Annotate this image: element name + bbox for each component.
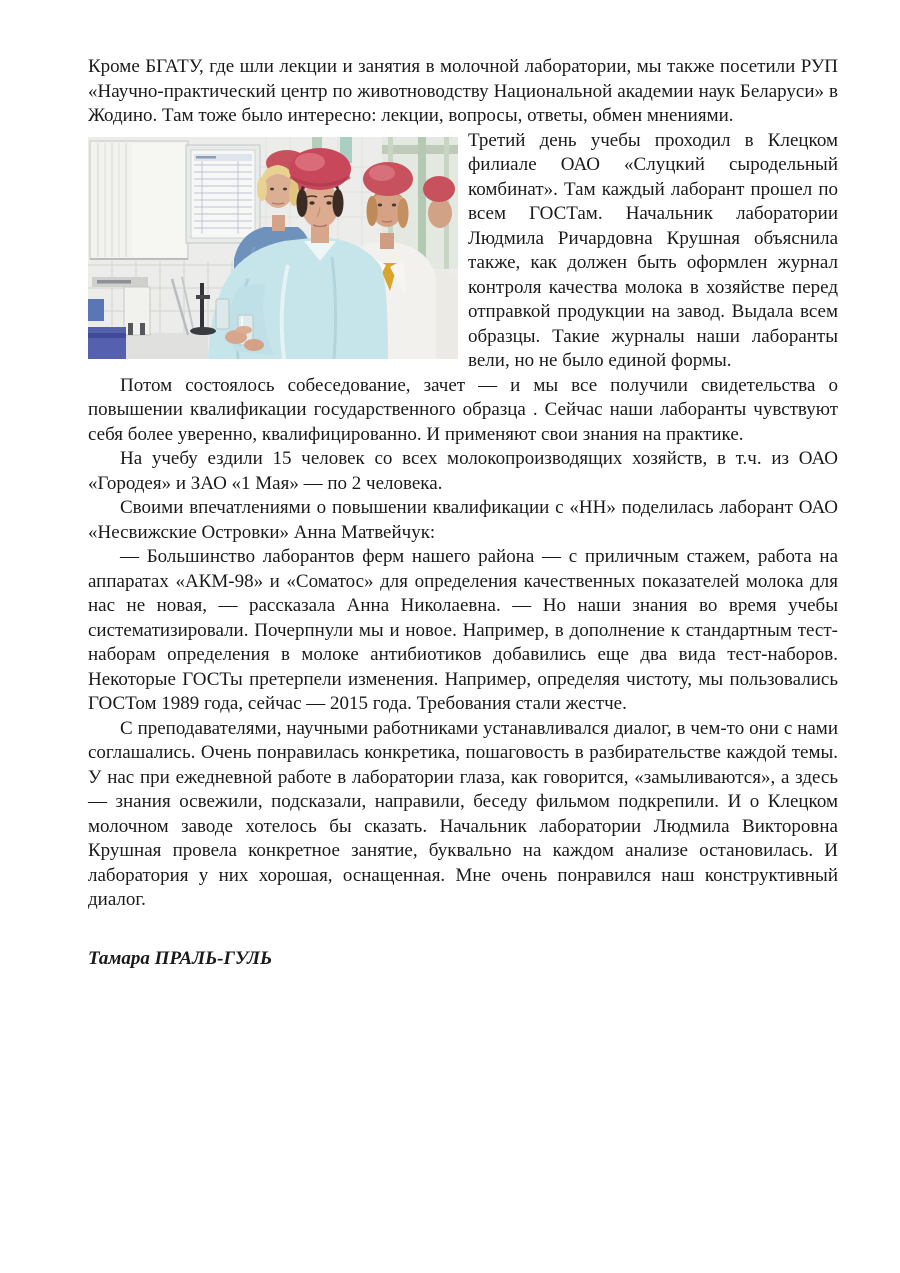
- paragraph-quote-1: — Большинство лаборантов ферм нашего района — с приличным стажем, работа на аппаратах «АКМ-98» и «Соматос» для определения качественных показателей молока для нас не новая, — рассказала Анна Николаевна. — Но наши знания во время учебы систематизировали. Почерпнули мы и новое. Например, в дополнение к стандартным тест-наборам определения в молоке антибиотиков добавились еще два вида тест-наборов. Некоторые ГОСТы претерпели изменения. Например, определяя чистоту, мы пользовались ГОСТом 1989 года, сейчас — 2015 года. Требования стали жестче.: [88, 546, 838, 714]
- byline: Тамара ПРАЛЬ-ГУЛЬ: [88, 947, 273, 969]
- paragraph-intro: Кроме БГАТУ, где шли лекции и занятия в молочной лаборатории, мы также посетили РУП «Научно-практический центр по животноводству Национальной академии наук Беларуси» в Жодино. Там тоже было интересно: лекции, вопросы, ответы, обмен мнениями.: [88, 56, 838, 126]
- wall-label: [92, 277, 148, 287]
- paragraph-attendees: На учебу ездили 15 человек со всех молокопроизводящих хозяйств, в т.ч. из ОАО «Городея» и ЗАО «1 Мая» — по 2 человека.: [88, 448, 838, 494]
- paragraph-certificates: Потом состоялось собеседование, зачет — и мы все получили свидетельства о повышении квалификации государственного образца . Сейчас наши лаборанты чувствуют себя более уверенно, квалифицированно. И применяют свои знания на практике.: [88, 374, 838, 445]
- lab-photo-illustration: [88, 137, 458, 359]
- paragraph-third-day: Третий день учебы проходил в Клецком филиале ОАО «Слуцкий сыродельный комбинат». Там каждый лаборант прошел по всем ГОСТам. Начальник лаборатории Людмила Ричардовна Крушная объяснила также, как должен быть оформлен журнал контроля качества молока в хозяйстве перед отправкой продукции на завод. Выдала всем образцы. Такие журналы наши лаборанты вели, но не было единой формы.: [468, 129, 838, 371]
- article-body: [88, 55, 838, 971]
- lab-photo: [88, 137, 458, 359]
- document-stand: [90, 141, 188, 259]
- paragraph-matveychuk-intro: Своими впечатлениями о повышении квалификации с «НН» поделилась лаборант ОАО «Несвижские Островки» Анна Матвейчук:: [88, 497, 838, 543]
- paragraph-quote-2: С преподавателями, научными работниками устанавливался диалог, в чем-то они с нами соглашались. Очень понравилась конкретика, пошаговость в разбирательстве каждой темы. У нас при ежедневной работе в лаборатории глаза, как говорится, «замыливаются», а здесь — знания освежили, подсказали, направили, беседу фильмом подкрепили. И о Клецком молочном заводе хотелось бы сказать. Начальник лаборатории Людмила Викторовна Крушная провела конкретное занятие, буквально на каждом анализе остановилась. И лаборатория у них хорошая, оснащенная. Мне очень понравился наш конструктивный диалог.: [88, 717, 838, 910]
- wall-chart: [186, 145, 260, 243]
